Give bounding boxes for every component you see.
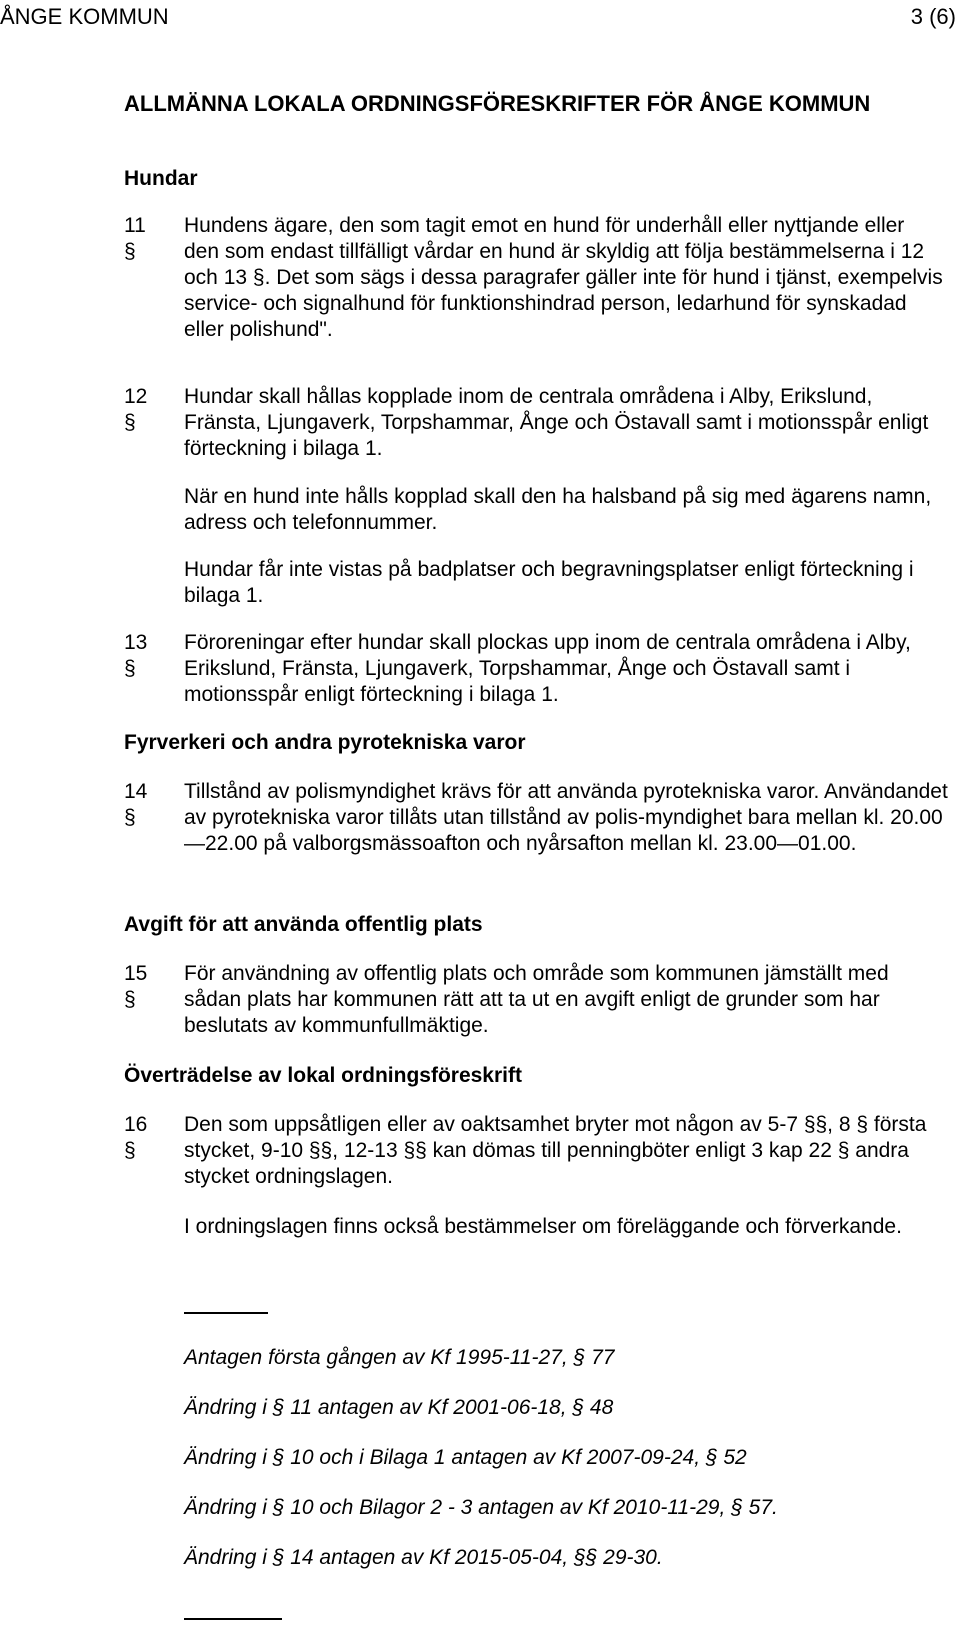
header-org: ÅNGE KOMMUN — [0, 4, 169, 29]
paragraph-16-note: I ordningslagen finns också bestämmelser om föreläggande och förverkande. — [184, 1215, 902, 1238]
section-heading-overtradelse: Överträdelse av lokal ordningsföreskrift — [124, 1064, 522, 1087]
paragraph-number: 14 § — [124, 780, 148, 829]
section-heading-hundar: Hundar — [124, 167, 198, 190]
divider-top — [184, 1312, 268, 1314]
paragraph-text: Tillstånd av polismyndighet krävs för att använda pyrotekniska varor. Användandet av pyrotekniska varor tillåts utan tillstånd av polis-myndighet bara mellan kl. 20.00—22.00 på valborgsmässoafton och nyårsafton mellan kl. 23.00—01.00. — [184, 780, 948, 855]
paragraph-12-dog-collar: När en hund inte hålls kopplad skall den ha halsband på sig med ägarens namn, adress och telefonnummer. — [184, 485, 932, 534]
paragraph-number: 16 § — [124, 1113, 148, 1162]
paragraph-text: Föroreningar efter hundar skall plockas upp inom de centrala områdena i Alby, Erikslund, Fränsta, Ljungaverk, Torpshammar, Ånge och Östavall samt i motionsspår enligt förteckning i bilaga 1. — [184, 631, 911, 706]
paragraph-text: Den som uppsåtligen eller av oaktsamhet bryter mot någon av 5-7 §§, 8 § första stycket, 9-10 §§, 12-13 §§ kan dömas till penningböter enligt 3 kap 22 § andra stycket ordningslagen. — [184, 1113, 927, 1188]
document-title: ALLMÄNNA LOKALA ORDNINGSFÖRESKRIFTER FÖR ÅNGE KOMMUN — [124, 91, 871, 116]
paragraph-number: 15 § — [124, 962, 148, 1011]
header-page-number: 3 (6) — [910, 4, 956, 29]
history-entry: Ändring i § 14 antagen av Kf 2015-05-04, §§ 29-30. — [184, 1546, 663, 1569]
paragraph-text: För användning av offentlig plats och område som kommunen jämställt med sådan plats har kommunen rätt att ta ut en avgift enligt de grunder som har beslutats av kommunfullmäktige. — [184, 962, 889, 1037]
paragraph-12-beaches: Hundar får inte vistas på badplatser och begravningsplatser enligt förteckning i bilaga 1. — [184, 558, 914, 607]
history-entry: Ändring i § 10 och Bilagor 2 - 3 antagen av Kf 2010-11-29, § 57. — [184, 1496, 778, 1519]
divider-bottom — [184, 1618, 282, 1620]
section-heading-fyrverkeri: Fyrverkeri och andra pyrotekniska varor — [124, 731, 526, 754]
paragraph-number: 13 § — [124, 631, 148, 680]
paragraph-text: Hundar skall hållas kopplade inom de centrala områdena i Alby, Erikslund, Fränsta, Ljungaverk, Torpshammar, Ånge och Östavall samt i motionsspår enligt förteckning i bilaga 1. — [184, 385, 929, 460]
section-heading-avgift: Avgift för att använda offentlig plats — [124, 913, 483, 936]
history-entry: Ändring i § 11 antagen av Kf 2001-06-18, § 48 — [184, 1396, 614, 1419]
history-entry: Ändring i § 10 och i Bilaga 1 antagen av Kf 2007-09-24, § 52 — [184, 1446, 747, 1469]
history-entry: Antagen första gången av Kf 1995-11-27, § 77 — [184, 1346, 615, 1369]
paragraph-number: 11 § — [124, 214, 146, 263]
paragraph-number: 12 § — [124, 385, 148, 434]
paragraph-text: Hundens ägare, den som tagit emot en hund för underhåll eller nyttjande eller den som endast tillfälligt vårdar en hund är skyldig att följa bestämmelserna i 12 och 13 §. Det som sägs i dessa paragrafer gäller inte för hund i tjänst, exempelvis service- och signalhund för funktionshindrad person, ledarhund för synskadad eller polishund". — [184, 214, 943, 341]
